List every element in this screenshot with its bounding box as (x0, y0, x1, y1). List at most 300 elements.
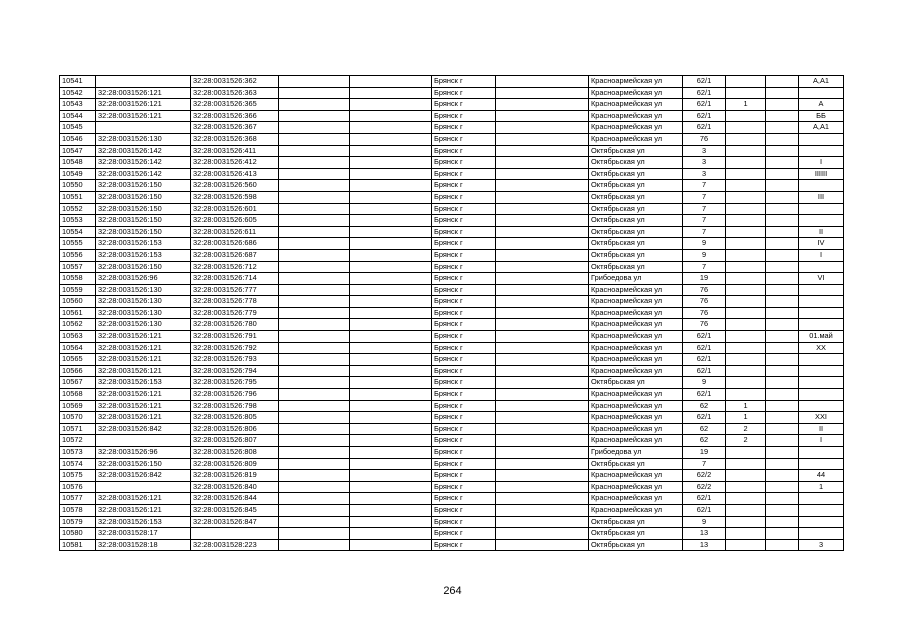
table-row (60, 342, 844, 354)
table-cell: 13 (683, 539, 726, 551)
table-cell: 10549 (60, 168, 96, 180)
table-row (60, 504, 844, 516)
table-cell: I (799, 249, 844, 261)
table-cell (279, 110, 350, 122)
table-cell (496, 435, 589, 447)
table-cell (766, 470, 799, 482)
table-cell: 32:28:0031526:845 (191, 504, 279, 516)
table-cell (279, 319, 350, 331)
table-cell (726, 481, 766, 493)
table-cell (496, 493, 589, 505)
table-cell: 62/2 (683, 470, 726, 482)
table-cell: 10555 (60, 238, 96, 250)
table-cell: 32:28:0031526:121 (96, 493, 191, 505)
table-cell: Брянск г (432, 145, 496, 157)
table-cell: Брянск г (432, 493, 496, 505)
table-cell: 32:28:0031526:150 (96, 191, 191, 203)
table-cell (726, 87, 766, 99)
table-cell: Брянск г (432, 122, 496, 134)
table-cell (766, 400, 799, 412)
table-cell: 10568 (60, 389, 96, 401)
table-cell: 32:28:0031526:780 (191, 319, 279, 331)
table-cell (799, 261, 844, 273)
table-cell (350, 458, 432, 470)
table-cell: Брянск г (432, 238, 496, 250)
table-cell: 10558 (60, 273, 96, 285)
table-row (60, 133, 844, 145)
table-cell: 32:28:0031526:121 (96, 354, 191, 366)
table-row (60, 493, 844, 505)
table-cell: Красноармейская ул (589, 493, 683, 505)
table-row (60, 307, 844, 319)
table-cell: Брянск г (432, 458, 496, 470)
table-cell (726, 249, 766, 261)
table-cell: Брянск г (432, 226, 496, 238)
table-cell (350, 435, 432, 447)
table-cell: 10565 (60, 354, 96, 366)
table-cell: 62/1 (683, 412, 726, 424)
table-cell: 10546 (60, 133, 96, 145)
table-cell: IV (799, 238, 844, 250)
table-cell (766, 423, 799, 435)
table-cell: Брянск г (432, 191, 496, 203)
table-cell (766, 284, 799, 296)
table-cell: 32:28:0031526:121 (96, 412, 191, 424)
table-cell: 13 (683, 528, 726, 540)
table-cell: Красноармейская ул (589, 122, 683, 134)
table-cell (350, 180, 432, 192)
table-cell (279, 203, 350, 215)
table-cell: Брянск г (432, 435, 496, 447)
table-cell (96, 481, 191, 493)
table-cell (496, 447, 589, 459)
table-cell (799, 180, 844, 192)
table-cell: А (799, 99, 844, 111)
table-cell (350, 284, 432, 296)
table-cell (726, 284, 766, 296)
table-cell (350, 226, 432, 238)
table-cell: Брянск г (432, 99, 496, 111)
table-row (60, 470, 844, 482)
table-cell (496, 238, 589, 250)
table-cell: 19 (683, 447, 726, 459)
table-row (60, 226, 844, 238)
table-cell: 10564 (60, 342, 96, 354)
table-cell: 32:28:0031526:142 (96, 145, 191, 157)
table-cell (496, 377, 589, 389)
table-cell: Брянск г (432, 447, 496, 459)
table-cell: 32:28:0031526:366 (191, 110, 279, 122)
table-cell: 32:28:0031526:794 (191, 365, 279, 377)
table-cell: А,А1 (799, 76, 844, 88)
table-cell: Брянск г (432, 249, 496, 261)
table-cell: Красноармейская ул (589, 423, 683, 435)
table-cell: 32:28:0031526:150 (96, 203, 191, 215)
table-cell (766, 157, 799, 169)
table-cell (726, 76, 766, 88)
table-cell: Октябрьская ул (589, 168, 683, 180)
table-cell: 32:28:0031526:130 (96, 307, 191, 319)
table-cell (799, 203, 844, 215)
table-cell (766, 354, 799, 366)
table-cell: Брянск г (432, 470, 496, 482)
table-cell (726, 203, 766, 215)
table-cell (496, 110, 589, 122)
table-cell: 10567 (60, 377, 96, 389)
table-cell: 32:28:0031526:819 (191, 470, 279, 482)
table-cell (496, 528, 589, 540)
table-cell (726, 365, 766, 377)
table-cell (766, 273, 799, 285)
table-cell: 32:28:0031526:121 (96, 504, 191, 516)
table-cell: 76 (683, 319, 726, 331)
table-cell: 32:28:0031526:121 (96, 400, 191, 412)
table-cell (726, 215, 766, 227)
table-cell (766, 493, 799, 505)
table-cell: 10571 (60, 423, 96, 435)
table-cell (766, 249, 799, 261)
table-cell (799, 528, 844, 540)
table-cell: 32:28:0031526:779 (191, 307, 279, 319)
table-row (60, 76, 844, 88)
table-cell: 32:28:0031526:130 (96, 296, 191, 308)
table-cell (350, 203, 432, 215)
table-cell (726, 157, 766, 169)
table-cell: Брянск г (432, 296, 496, 308)
table-cell: VI (799, 273, 844, 285)
table-cell: 32:28:0031526:153 (96, 377, 191, 389)
table-cell: 32:28:0031526:806 (191, 423, 279, 435)
table-cell: 10557 (60, 261, 96, 273)
table-cell (496, 331, 589, 343)
table-cell: ББ (799, 110, 844, 122)
table-cell (726, 180, 766, 192)
table-cell: 76 (683, 307, 726, 319)
table-cell (766, 261, 799, 273)
table-cell: 32:28:0031526:793 (191, 354, 279, 366)
table-cell: 62/1 (683, 122, 726, 134)
table-cell (496, 76, 589, 88)
table-cell: 9 (683, 516, 726, 528)
table-cell: 10548 (60, 157, 96, 169)
table-cell (496, 458, 589, 470)
table-cell (350, 76, 432, 88)
table-cell: А,А1 (799, 122, 844, 134)
table-cell: Октябрьская ул (589, 238, 683, 250)
table-cell (350, 447, 432, 459)
table-cell: 32:28:0031528:17 (96, 528, 191, 540)
table-cell (350, 168, 432, 180)
table-cell: Красноармейская ул (589, 354, 683, 366)
table-cell: 9 (683, 249, 726, 261)
table-cell (799, 389, 844, 401)
table-cell: 62/1 (683, 493, 726, 505)
table-cell (496, 516, 589, 528)
table-cell: 62/1 (683, 504, 726, 516)
table-cell (496, 261, 589, 273)
table-cell: Брянск г (432, 273, 496, 285)
table-cell (726, 307, 766, 319)
table-row (60, 296, 844, 308)
table-cell: 62/2 (683, 481, 726, 493)
table-cell: 32:28:0031526:150 (96, 226, 191, 238)
table-cell: Красноармейская ул (589, 412, 683, 424)
table-cell (766, 76, 799, 88)
table-cell (279, 400, 350, 412)
table-cell (496, 307, 589, 319)
table-cell: 7 (683, 215, 726, 227)
table-cell: 32:28:0031526:842 (96, 423, 191, 435)
table-cell: I (799, 435, 844, 447)
table-cell (726, 122, 766, 134)
table-cell (496, 365, 589, 377)
table-cell (766, 539, 799, 551)
table-cell: Брянск г (432, 157, 496, 169)
table-cell (766, 447, 799, 459)
table-cell: 10543 (60, 99, 96, 111)
table-cell: Октябрьская ул (589, 528, 683, 540)
table-cell (279, 215, 350, 227)
table-cell: Брянск г (432, 133, 496, 145)
table-cell: Грибоедова ул (589, 273, 683, 285)
table-cell (279, 458, 350, 470)
table-cell (726, 133, 766, 145)
table-cell (350, 354, 432, 366)
table-cell: 32:28:0031526:142 (96, 157, 191, 169)
table-cell (279, 342, 350, 354)
table-cell: 32:28:0031526:560 (191, 180, 279, 192)
table-cell: 32:28:0031526:842 (96, 470, 191, 482)
table-cell (799, 284, 844, 296)
table-row (60, 99, 844, 111)
table-row (60, 273, 844, 285)
table-cell: 10554 (60, 226, 96, 238)
table-cell (279, 412, 350, 424)
table-cell (726, 191, 766, 203)
table-cell: 32:28:0031526:777 (191, 284, 279, 296)
table-cell: 32:28:0031526:367 (191, 122, 279, 134)
table-cell: Брянск г (432, 307, 496, 319)
table-cell (279, 238, 350, 250)
table-cell (350, 528, 432, 540)
table-row (60, 319, 844, 331)
table-cell (726, 296, 766, 308)
table-cell: 9 (683, 377, 726, 389)
table-cell (350, 296, 432, 308)
table-cell: 10577 (60, 493, 96, 505)
table-cell: 10570 (60, 412, 96, 424)
table-cell: Красноармейская ул (589, 110, 683, 122)
table-cell: Октябрьская ул (589, 249, 683, 261)
table-cell (766, 365, 799, 377)
table-cell: Октябрьская ул (589, 157, 683, 169)
table-cell: 32:28:0031526:121 (96, 87, 191, 99)
table-cell: 2 (726, 423, 766, 435)
table-cell: Красноармейская ул (589, 481, 683, 493)
table-cell (726, 319, 766, 331)
table-cell: 32:28:0031526:412 (191, 157, 279, 169)
table-cell: Брянск г (432, 168, 496, 180)
table-cell (766, 203, 799, 215)
table-cell (766, 226, 799, 238)
table-cell (350, 516, 432, 528)
table-cell: 10561 (60, 307, 96, 319)
table-cell (279, 99, 350, 111)
table-cell: 32:28:0031526:413 (191, 168, 279, 180)
table-cell (279, 226, 350, 238)
table-cell: XXI (799, 412, 844, 424)
table-cell: 10550 (60, 180, 96, 192)
table-cell: Красноармейская ул (589, 470, 683, 482)
table-cell: Октябрьская ул (589, 458, 683, 470)
table-cell (766, 331, 799, 343)
table-cell (279, 377, 350, 389)
table-row (60, 539, 844, 551)
table-cell (766, 389, 799, 401)
table-row (60, 458, 844, 470)
table-cell (279, 539, 350, 551)
table-row (60, 238, 844, 250)
table-cell: Красноармейская ул (589, 284, 683, 296)
table-cell: 10562 (60, 319, 96, 331)
table-cell (766, 296, 799, 308)
table-cell (496, 504, 589, 516)
registry-table-container (59, 75, 844, 551)
table-cell (766, 133, 799, 145)
table-cell: Красноармейская ул (589, 504, 683, 516)
table-cell: Брянск г (432, 354, 496, 366)
table-cell (279, 145, 350, 157)
table-cell: 10580 (60, 528, 96, 540)
registry-table (59, 75, 844, 551)
table-cell (726, 528, 766, 540)
table-cell (726, 145, 766, 157)
table-cell: 10542 (60, 87, 96, 99)
table-cell (279, 284, 350, 296)
table-cell (350, 215, 432, 227)
table-cell (350, 99, 432, 111)
table-cell: 32:28:0031526:795 (191, 377, 279, 389)
table-cell (799, 493, 844, 505)
table-cell (496, 273, 589, 285)
table-cell: 32:28:0031526:121 (96, 110, 191, 122)
table-cell (496, 296, 589, 308)
table-cell: 76 (683, 284, 726, 296)
table-cell (496, 87, 589, 99)
table-cell: Октябрьская ул (589, 191, 683, 203)
table-cell (726, 273, 766, 285)
table-cell: 1 (726, 400, 766, 412)
table-row (60, 191, 844, 203)
table-row (60, 261, 844, 273)
table-row (60, 412, 844, 424)
table-cell: 32:28:0031526:365 (191, 99, 279, 111)
table-cell (350, 470, 432, 482)
table-row (60, 145, 844, 157)
table-cell: 76 (683, 296, 726, 308)
table-cell: 10573 (60, 447, 96, 459)
table-cell: XX (799, 342, 844, 354)
table-cell (726, 354, 766, 366)
table-cell (96, 76, 191, 88)
table-cell (350, 249, 432, 261)
table-cell: 9 (683, 238, 726, 250)
table-cell: 32:28:0031526:153 (96, 238, 191, 250)
table-cell: 3 (683, 157, 726, 169)
table-cell: 32:28:0031526:121 (96, 331, 191, 343)
table-cell: 10560 (60, 296, 96, 308)
table-cell: 32:28:0031526:153 (96, 516, 191, 528)
table-row (60, 122, 844, 134)
table-cell: Брянск г (432, 261, 496, 273)
table-cell (350, 365, 432, 377)
table-cell: 01.май (799, 331, 844, 343)
table-cell: Брянск г (432, 539, 496, 551)
table-row (60, 481, 844, 493)
table-cell (726, 168, 766, 180)
table-cell: 32:28:0031528:223 (191, 539, 279, 551)
table-cell: 32:28:0031526:805 (191, 412, 279, 424)
table-cell (279, 191, 350, 203)
table-cell: 62/1 (683, 99, 726, 111)
table-cell (496, 400, 589, 412)
table-cell (496, 168, 589, 180)
table-cell (799, 319, 844, 331)
table-cell: 7 (683, 458, 726, 470)
table-cell: 32:28:0031526:96 (96, 447, 191, 459)
table-cell: 10547 (60, 145, 96, 157)
table-row (60, 157, 844, 169)
table-cell: Брянск г (432, 215, 496, 227)
table-cell (279, 504, 350, 516)
table-cell (766, 435, 799, 447)
table-cell (766, 516, 799, 528)
table-cell (279, 133, 350, 145)
table-cell: Красноармейская ул (589, 365, 683, 377)
table-cell: 32:28:0031526:791 (191, 331, 279, 343)
table-cell: 32:28:0031526:714 (191, 273, 279, 285)
table-cell (799, 458, 844, 470)
table-cell: Красноармейская ул (589, 296, 683, 308)
table-cell: II (799, 226, 844, 238)
table-cell: Брянск г (432, 504, 496, 516)
table-cell: 32:28:0031526:121 (96, 99, 191, 111)
table-cell: 10572 (60, 435, 96, 447)
table-cell: Брянск г (432, 284, 496, 296)
table-cell: Красноармейская ул (589, 99, 683, 111)
table-cell (279, 528, 350, 540)
table-cell (279, 180, 350, 192)
table-cell (279, 481, 350, 493)
table-cell: Красноармейская ул (589, 307, 683, 319)
table-cell: 10566 (60, 365, 96, 377)
table-row (60, 110, 844, 122)
table-cell: 62/1 (683, 76, 726, 88)
table-cell: 76 (683, 133, 726, 145)
table-cell (799, 447, 844, 459)
table-row (60, 365, 844, 377)
table-cell: 32:28:0031526:687 (191, 249, 279, 261)
table-cell (496, 191, 589, 203)
table-cell (350, 110, 432, 122)
table-cell: Октябрьская ул (589, 261, 683, 273)
table-cell: 10559 (60, 284, 96, 296)
table-cell: I (799, 157, 844, 169)
table-cell: Брянск г (432, 331, 496, 343)
table-cell (726, 238, 766, 250)
table-cell: Грибоедова ул (589, 447, 683, 459)
table-cell (799, 516, 844, 528)
